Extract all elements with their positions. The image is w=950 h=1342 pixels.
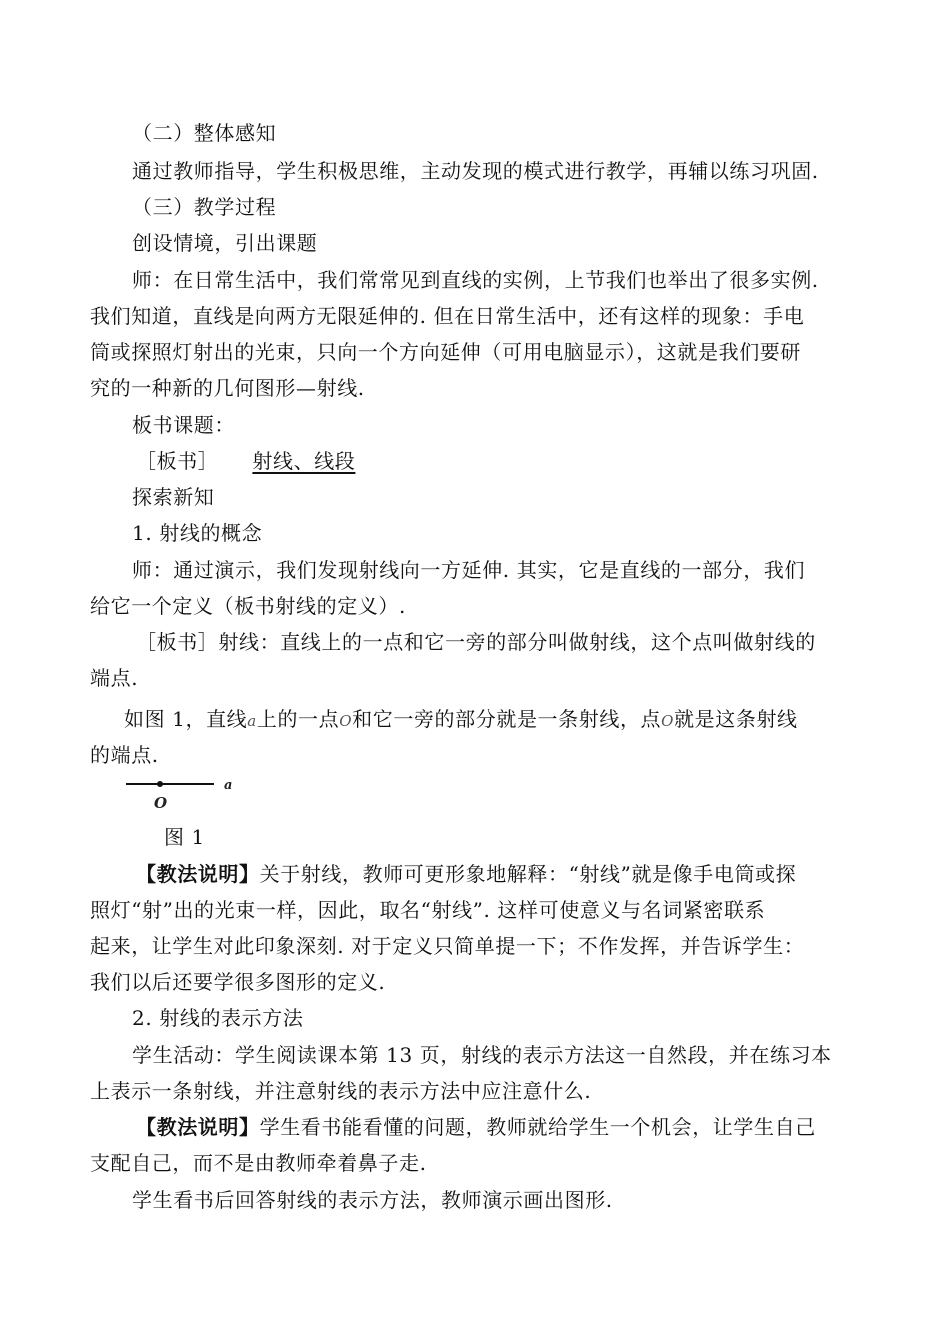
paragraph: 我们以后还要学很多图形的定义. bbox=[90, 970, 386, 994]
section-heading-process: （三）教学过程 bbox=[132, 195, 277, 219]
paragraph: 给它一个定义（板书射线的定义）. bbox=[90, 594, 406, 618]
paragraph: 端点. bbox=[90, 666, 139, 690]
paragraph: 板书课题： bbox=[132, 413, 235, 437]
board-label: ［板书］ bbox=[136, 449, 219, 473]
endpoint-dot bbox=[157, 781, 163, 787]
paragraph: 筒或探照灯射出的光束，只向一个方向延伸（可用电脑显示），这就是我们要研 bbox=[90, 340, 801, 364]
teaching-note bbox=[136, 860, 916, 888]
teaching-note bbox=[136, 1113, 916, 1141]
text-run: 就是这条射线 bbox=[674, 707, 798, 731]
point-symbol: O bbox=[339, 712, 353, 730]
lesson-title: 射线、线段 bbox=[252, 449, 356, 473]
paragraph: 学生活动：学生阅读课本第 13 页，射线的表示方法这一自然段，并在练习本 bbox=[132, 1043, 832, 1067]
point-symbol: O bbox=[661, 712, 675, 730]
numbered-heading: 2. 射线的表示方法 bbox=[132, 1006, 304, 1030]
text-run: 学生看书能看懂的问题，教师就给学生一个机会，让学生自己 bbox=[259, 1115, 816, 1139]
paragraph: 通过教师指导，学生积极思维，主动发现的模式进行教学，再辅以练习巩固. bbox=[132, 159, 819, 183]
paragraph: 师：通过演示，我们发现射线向一方延伸. 其实，它是直线的一部分，我们 bbox=[132, 558, 806, 582]
paragraph: 究的一种新的几何图形—射线. bbox=[90, 376, 365, 400]
paragraph: 师：在日常生活中，我们常常见到直线的实例，上节我们也举出了很多实例. bbox=[132, 268, 819, 292]
numbered-heading: 1. 射线的概念 bbox=[132, 521, 263, 545]
paragraph: 的端点. bbox=[90, 743, 159, 767]
paragraph: ［板书］射线：直线上的一点和它一旁的部分叫做射线，这个点叫做射线的 bbox=[136, 630, 816, 654]
point-label: O bbox=[154, 794, 168, 812]
paragraph: 学生看书后回答射线的表示方法，教师演示画出图形. bbox=[132, 1188, 613, 1212]
board-title-line bbox=[136, 447, 916, 475]
section-heading-overall: （二）整体感知 bbox=[132, 121, 277, 145]
line-label: a bbox=[224, 778, 233, 793]
paragraph: 我们知道，直线是向两方无限延伸的. 但在日常生活中，还有这样的现象：手电 bbox=[90, 304, 805, 328]
ray-figure bbox=[124, 774, 244, 814]
text-run: 如图 1，直线 bbox=[124, 707, 248, 731]
subheading-intro: 创设情境，引出课题 bbox=[132, 231, 318, 255]
paragraph: 照灯“射”出的光束一样，因此，取名“射线”. 这样可使意义与名词紧密联系 bbox=[90, 898, 766, 922]
paragraph: 起来，让学生对此印象深刻. 对于定义只简单提一下；不作发挥，并告诉学生： bbox=[90, 934, 805, 958]
paragraph-figure-ref bbox=[124, 705, 904, 735]
paragraph: 支配自己，而不是由教师牵着鼻子走. bbox=[90, 1151, 427, 1175]
subheading-explore: 探索新知 bbox=[132, 485, 215, 509]
text-run: 关于射线，教师可更形象地解释：“射线”就是像手电筒或探 bbox=[259, 862, 797, 886]
text-run: 上的一点 bbox=[256, 707, 340, 731]
line-symbol: a bbox=[247, 712, 257, 730]
text-run: 和它一旁的部分就是一条射线，点 bbox=[352, 707, 662, 731]
note-label: 【教法说明】 bbox=[136, 862, 260, 886]
note-label: 【教法说明】 bbox=[136, 1115, 260, 1139]
paragraph: 上表示一条射线，并注意射线的表示方法中应注意什么. bbox=[90, 1079, 592, 1103]
figure-caption: 图 1 bbox=[164, 825, 205, 849]
